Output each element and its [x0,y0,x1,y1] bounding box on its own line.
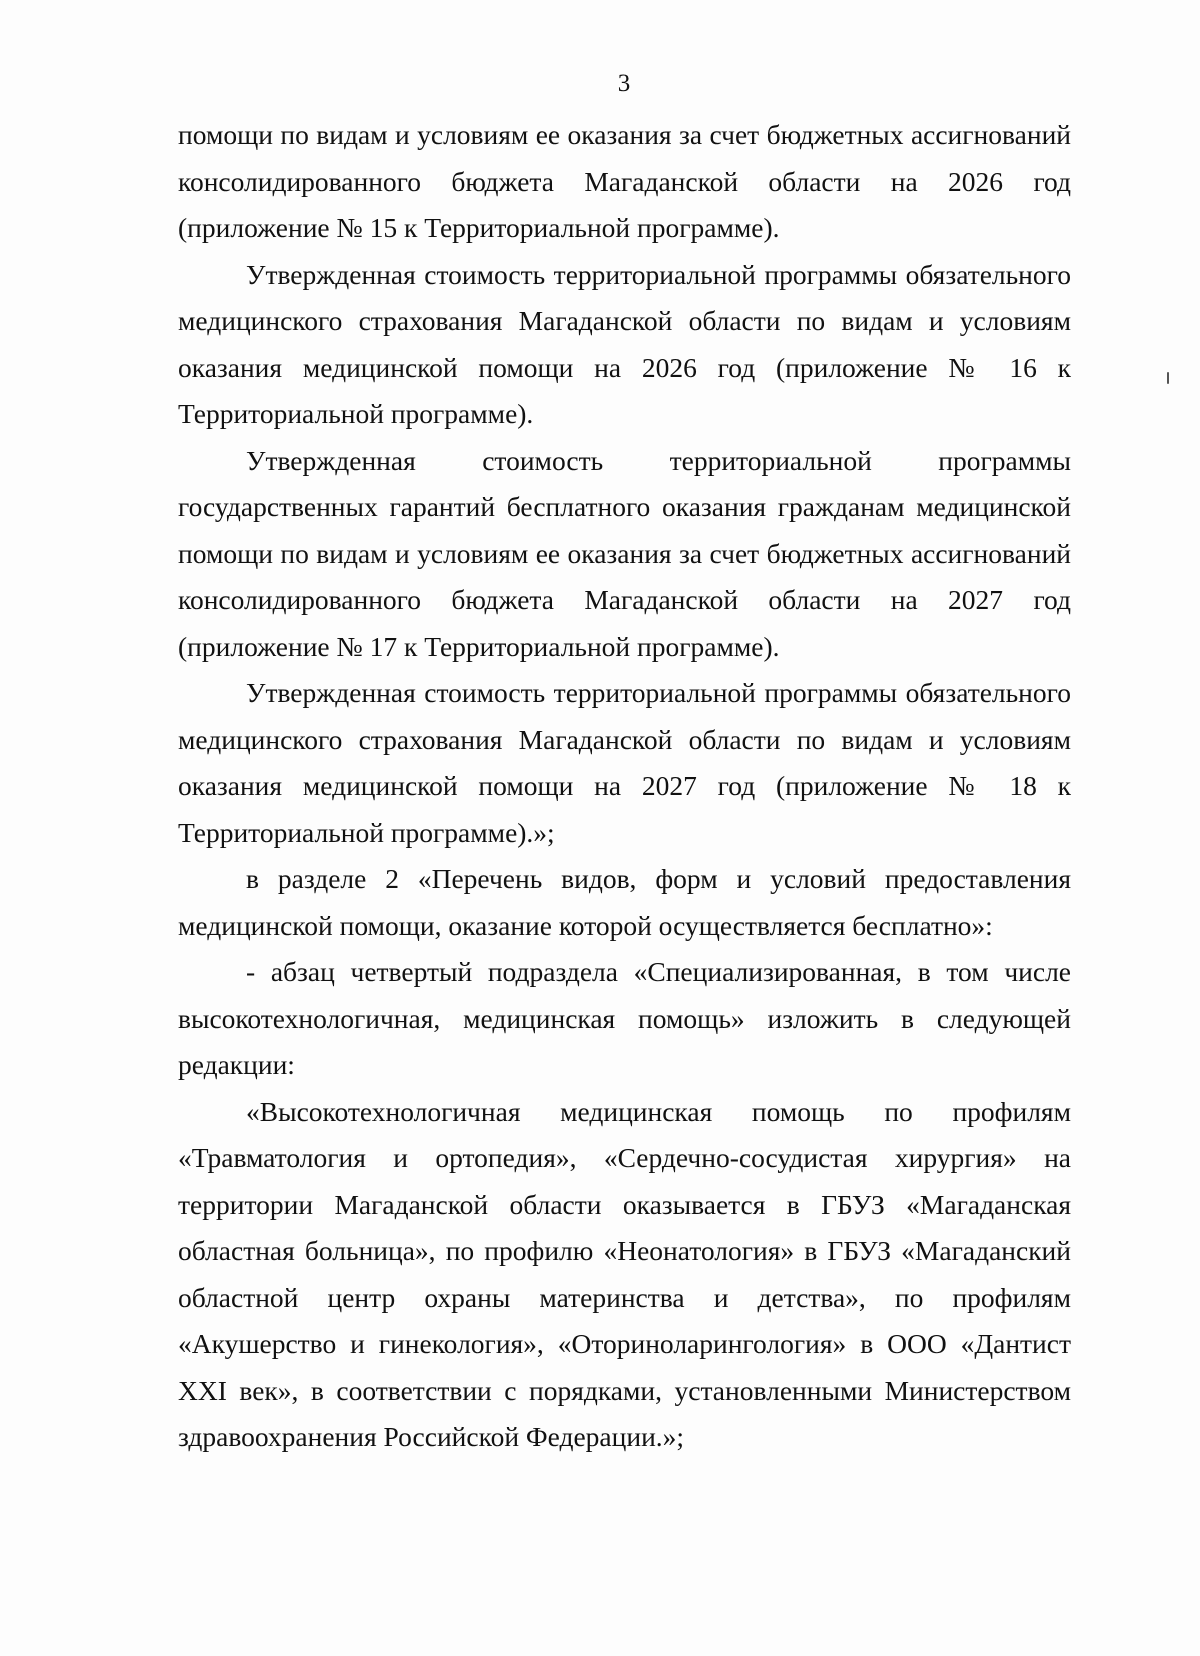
paragraph-cost-oms-2027: Утвержденная стоимость территориальной программы обязательного медицинского страхования Магаданской области по видам и условиям оказания медицинской помощи на 2027 год (приложение № 18 к Территориальной программе).»; [178,677,1071,848]
scan-speck [1167,372,1169,384]
paragraph-high-tech-care: «Высокотехнологичная медицинская помощь по профилям «Травматология и ортопедия», «Сердечно-сосудистая хирургия» на территории Магаданской области оказывается в ГБУЗ «Магаданская областная больница», по профилю «Неонатология» в ГБУЗ «Магаданский областной центр охраны материнства и детства», по профилям «Акушерство и гинекология», «Оториноларингология» в ООО «Дантист XXI век», в соответствии с порядками, установленными Министерством здравоохранения Российской Федерации.»; [178,1095,1071,1452]
paragraph-section-2: в разделе 2 «Перечень видов, форм и условий предоставления медицинской помощи, оказание которой осуществляется бесплатно»: [178,863,1071,941]
page-number: 3 [617,70,631,97]
paragraph-subsection-amendment: - абзац четвертый подраздела «Специализированная, в том числе высокотехнологичная, медицинская помощь» изложить в следующей редакции: [178,956,1071,1080]
paragraph-cost-guarantees-2027: Утвержденная стоимость территориальной программы государственных гарантий бесплатного оказания гражданам медицинской помощи по видам и условиям ее оказания за счет бюджетных ассигнований консолидированного бюджета Магаданской области на 2027 год (приложение № 17 к Территориальной программе). [178,444,1071,662]
paragraph-cost-oms-2026: Утвержденная стоимость территориальной программы обязательного медицинского страхования Магаданской области по видам и условиям оказания медицинской помощи на 2026 год (приложение № 16 к Территориальной программе). [178,258,1071,429]
document-body [178,112,1071,1461]
paragraph-continuation: помощи по видам и условиям ее оказания за счет бюджетных ассигнований консолидированного бюджета Магаданской области на 2026 год (приложение № 15 к Территориальной программе). [178,119,1071,243]
